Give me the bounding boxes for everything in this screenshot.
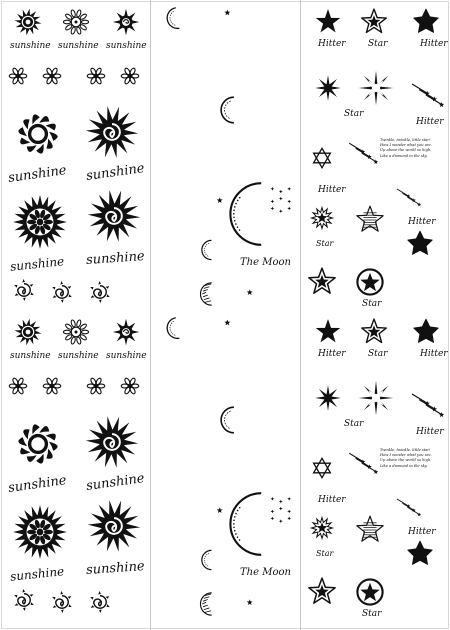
moon-tattoo	[255, 7, 281, 33]
moon-tattoo	[162, 404, 190, 432]
moon-tattoo	[257, 447, 287, 477]
moon-tattoo	[212, 316, 236, 340]
star-caption: Star	[368, 349, 388, 359]
poem-line: Twinkle, twinkle, little star!	[380, 448, 431, 452]
divider-moon-star	[300, 0, 301, 630]
moon-tattoo	[231, 281, 257, 307]
moon-tattoo	[157, 545, 187, 575]
poem-line: Up above the world so high,	[380, 458, 432, 463]
moon-tattoo	[198, 548, 222, 572]
sunshine-caption: sunshine	[58, 351, 99, 361]
star-caption-alt: Hitter	[408, 527, 436, 537]
star-tattoo	[314, 74, 342, 102]
sun-tattoo	[88, 590, 112, 614]
star-tattoo	[412, 318, 440, 346]
star-tattoo	[404, 386, 444, 426]
star-caption-alt: Hitter	[408, 217, 436, 227]
sunshine-caption: sunshine	[10, 41, 51, 51]
sun-tattoo	[41, 65, 63, 87]
sun-tattoo	[7, 375, 29, 397]
star-tattoo	[309, 515, 335, 541]
moon-tattoo	[216, 404, 248, 436]
sun-tattoo	[111, 7, 141, 37]
star-tattoo	[358, 70, 394, 106]
star-tattoo	[360, 318, 388, 346]
star-tattoo	[406, 540, 434, 568]
sun-tattoo	[86, 188, 142, 244]
sunshine-caption: sunshine	[85, 558, 146, 579]
star-tattoo	[391, 493, 421, 523]
sun-tattoo	[10, 416, 66, 472]
sun-tattoo	[50, 590, 74, 614]
sunshine-caption: sunshine	[9, 564, 65, 584]
moon-tattoo	[159, 589, 189, 619]
moon-tattoo	[216, 94, 248, 126]
moon-tattoo	[201, 499, 227, 525]
sun-tattoo	[85, 65, 107, 87]
sun-tattoo	[12, 194, 68, 250]
sunshine-caption: sunshine	[106, 351, 147, 361]
moon-tattoo	[163, 49, 189, 75]
divider-sun-moon	[150, 0, 151, 630]
star-caption-alt: Hitter	[318, 185, 346, 195]
poem-block	[380, 138, 446, 159]
sun-tattoo	[12, 504, 68, 560]
moon-tattoo	[229, 489, 299, 559]
moon-tattoo	[254, 54, 282, 82]
star-caption: Star	[362, 299, 382, 309]
star-tattoo	[314, 8, 342, 36]
sunshine-caption: sunshine	[7, 162, 68, 187]
sun-tattoo	[10, 106, 66, 162]
star-tattoo	[307, 577, 337, 607]
moon-tattoo	[205, 53, 227, 75]
poem-line: Twinkle, twinkle, little star!	[380, 138, 431, 142]
moon-tattoo	[163, 359, 189, 385]
star-caption-alt: Hitter	[318, 495, 346, 505]
star-tattoo	[358, 380, 394, 416]
star-tattoo	[355, 577, 385, 607]
star-caption-alt: Hitter	[318, 39, 346, 49]
moon-tattoo	[163, 5, 189, 31]
star-caption: Star	[368, 39, 388, 49]
poem-line: How I wonder what you are.	[380, 453, 432, 458]
sunshine-caption: sunshine	[58, 41, 99, 51]
poem-line: Up above the world so high,	[380, 148, 432, 153]
moon-tattoo	[231, 591, 257, 617]
sunshine-caption: sunshine	[10, 351, 51, 361]
moon-tattoo	[214, 142, 238, 166]
sun-tattoo	[119, 65, 141, 87]
sun-tattoo	[111, 317, 141, 347]
moon-tattoo	[255, 317, 281, 343]
star-caption-alt: Hitter	[420, 39, 448, 49]
sun-tattoo	[13, 317, 43, 347]
star-tattoo	[311, 147, 333, 169]
moon-tattoo	[212, 6, 236, 30]
sun-tattoo	[13, 7, 43, 37]
moon-tattoo	[254, 364, 282, 392]
moon-tattoo	[157, 185, 191, 219]
poem-block	[380, 448, 446, 469]
sunshine-caption: sunshine	[7, 472, 68, 497]
sunshine-caption: sunshine	[9, 254, 65, 274]
sunshine-caption: sunshine	[106, 41, 147, 51]
sunshine-caption: sunshine	[85, 160, 146, 185]
sun-tattoo	[61, 317, 91, 347]
poem-line: How I wonder what you are.	[380, 143, 432, 148]
sun-tattoo	[84, 414, 140, 470]
star-tattoo	[404, 76, 444, 116]
sun-tattoo	[7, 65, 29, 87]
poem-line: Like a diamond in the sky.	[380, 463, 428, 468]
star-tattoo	[342, 136, 378, 172]
sunshine-caption: sunshine	[85, 248, 146, 269]
star-tattoo	[360, 8, 388, 36]
star-caption: Star	[344, 109, 364, 119]
star-caption: Star	[344, 419, 364, 429]
sun-tattoo	[12, 278, 36, 302]
star-caption: Star	[316, 549, 334, 558]
star-tattoo	[314, 384, 342, 412]
star-tattoo	[311, 457, 333, 479]
moon-tattoo	[201, 189, 227, 215]
star-caption-alt: Hitter	[318, 349, 346, 359]
sun-tattoo	[119, 375, 141, 397]
star-caption-alt: Hitter	[420, 349, 448, 359]
moon-tattoo	[229, 179, 299, 249]
star-tattoo	[406, 230, 434, 258]
star-caption: Star	[316, 239, 334, 248]
sun-tattoo	[41, 375, 63, 397]
star-tattoo	[391, 183, 421, 213]
moon-tattoo	[214, 452, 238, 476]
star-tattoo	[355, 515, 385, 545]
sun-tattoo	[12, 588, 36, 612]
moon-tattoo	[260, 96, 284, 120]
star-tattoo	[307, 267, 337, 297]
moon-tattoo	[205, 363, 227, 385]
star-caption: Star	[362, 609, 382, 619]
moon-tattoo	[196, 280, 224, 308]
moon-tattoo	[162, 94, 190, 122]
sun-tattoo	[50, 280, 74, 304]
star-tattoo	[412, 8, 440, 36]
sun-tattoo	[61, 7, 91, 37]
sunshine-caption: sunshine	[85, 470, 146, 495]
sun-tattoo	[86, 498, 142, 554]
sun-tattoo	[88, 280, 112, 304]
moon-tattoo	[260, 406, 284, 430]
moon-caption: The Moon	[240, 567, 291, 578]
moon-tattoo	[159, 279, 189, 309]
star-caption-alt: Hitter	[416, 117, 444, 127]
moon-tattoo	[198, 238, 222, 262]
star-tattoo	[309, 205, 335, 231]
moon-caption: The Moon	[240, 257, 291, 268]
star-tattoo	[342, 446, 378, 482]
poem-line: Like a diamond in the sky.	[380, 153, 428, 158]
moon-tattoo	[163, 137, 193, 167]
moon-tattoo	[163, 315, 189, 341]
moon-tattoo	[196, 590, 224, 618]
star-tattoo	[355, 267, 385, 297]
star-tattoo	[355, 205, 385, 235]
star-caption-alt: Hitter	[416, 427, 444, 437]
moon-tattoo	[157, 495, 191, 529]
star-tattoo	[314, 318, 342, 346]
sun-tattoo	[84, 104, 140, 160]
moon-tattoo	[157, 235, 187, 265]
moon-tattoo	[163, 447, 193, 477]
sun-tattoo	[85, 375, 107, 397]
moon-tattoo	[257, 137, 287, 167]
